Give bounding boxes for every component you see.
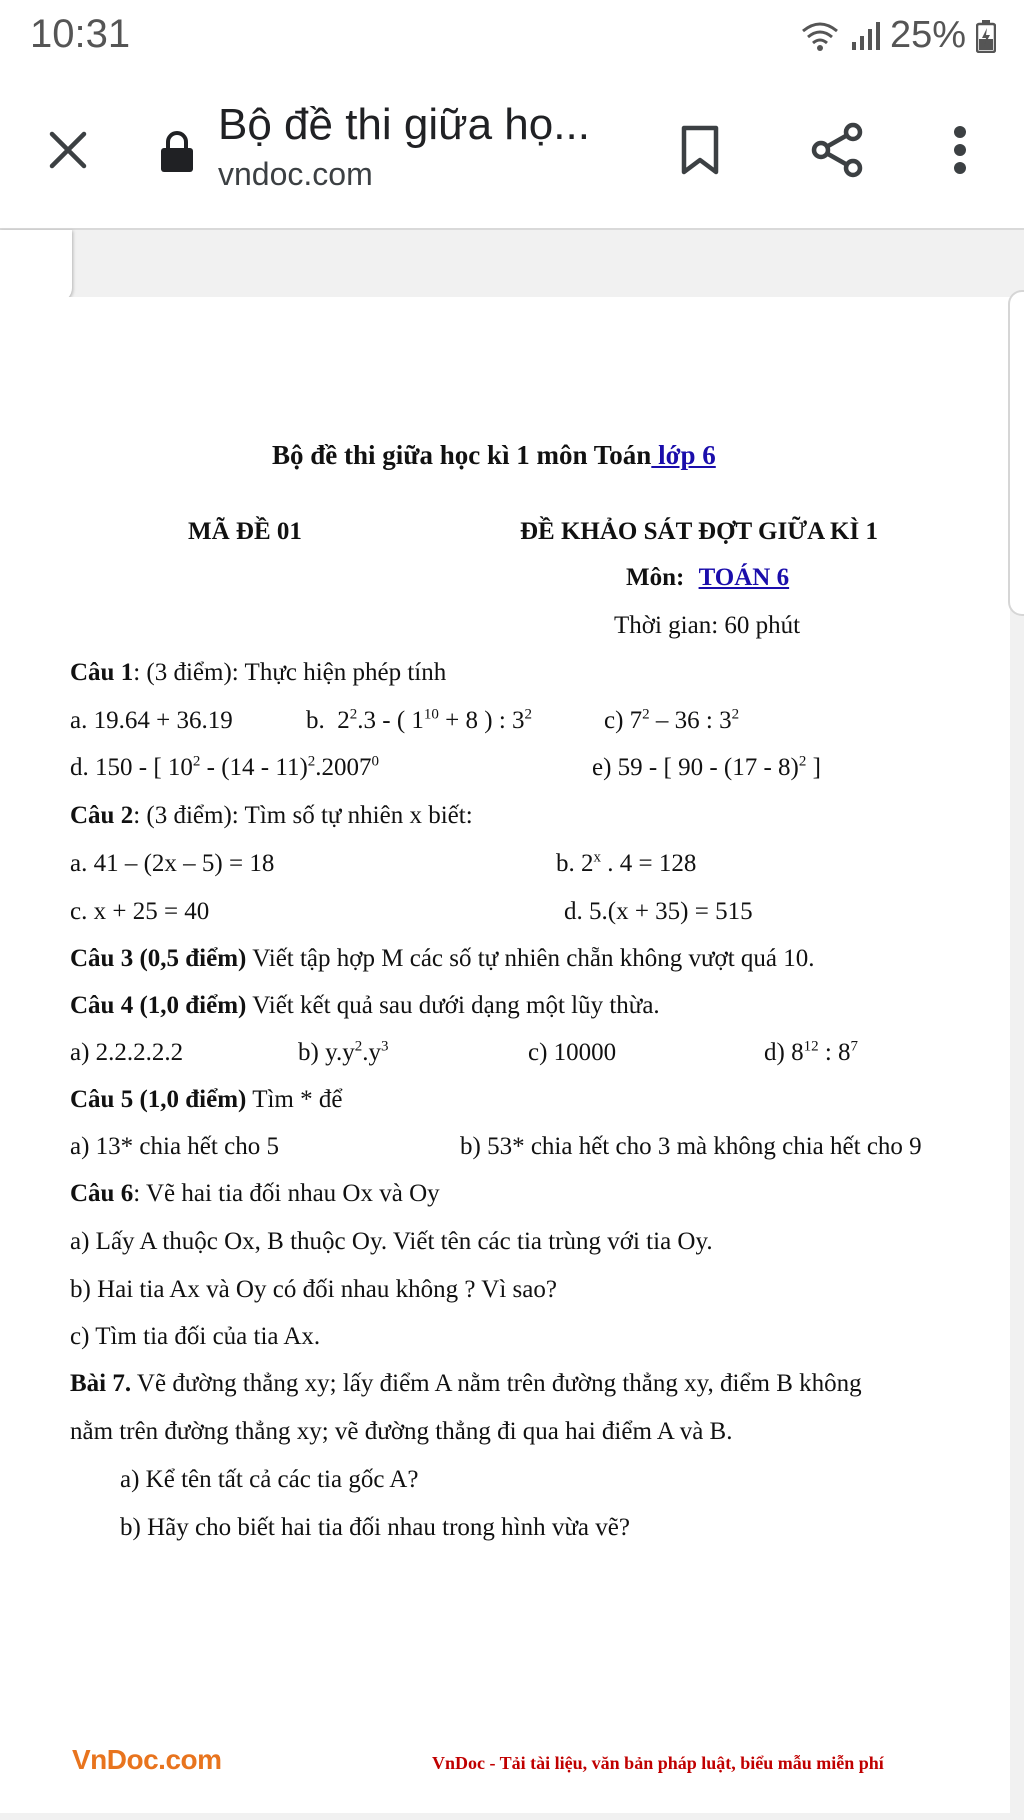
q7-a: a) Kể tên tất cả các tia gốc A?: [120, 1466, 419, 1493]
q2-c: c. x + 25 = 40: [70, 898, 210, 925]
q1-d-text: d. 150 - [ 10: [70, 754, 193, 781]
lock-icon: [159, 130, 195, 174]
q6-text: : Vẽ hai tia đối nhau Ox và Oy: [133, 1180, 440, 1207]
q1-text: : (3 điểm): Thực hiện phép tính: [133, 659, 447, 686]
q6-c: c) Tìm tia đối của tia Ax.: [70, 1323, 321, 1350]
previous-page-corner: [0, 230, 72, 302]
page-info[interactable]: [218, 100, 590, 193]
q6-a: a) Lấy A thuộc Ox, B thuộc Oy. Viết tên các tia trùng với tia Oy.: [70, 1228, 713, 1255]
q1-label: Câu 1: [70, 659, 134, 686]
close-button[interactable]: [38, 120, 98, 180]
doc-heading: [272, 440, 716, 471]
q4-c: c) 10000: [528, 1039, 617, 1066]
heading-text: Bộ đề thi giữa học kì 1 môn Toán: [272, 440, 652, 470]
footer-text: VnDoc - Tải tài liệu, văn bản pháp luật, biểu mẫu miễn phí: [432, 1753, 884, 1773]
exam-time: Thời gian: 60 phút: [614, 612, 801, 639]
q6-b: b) Hai tia Ax và Oy có đối nhau không ? Vì sao?: [70, 1276, 557, 1303]
share-button[interactable]: [806, 118, 868, 182]
q5-b: b) 53* chia hết cho 3 mà không chia hết cho 9: [460, 1133, 922, 1160]
q4-b: b) $y.y^2.y^3$: [298, 1038, 389, 1066]
q3-text: Viết tập hợp M các số tự nhiên chẵn không vượt quá 10.: [246, 945, 815, 972]
signal-icon: [850, 20, 880, 52]
q6-label: Câu 6: [70, 1180, 134, 1207]
browser-toolbar: [0, 78, 1024, 230]
status-bar: [0, 0, 1024, 78]
q2-heading: [70, 802, 473, 830]
q1-e-text: e) 59 - [ 90 - (17 - 8): [592, 754, 799, 781]
q1-heading: [70, 659, 446, 687]
share-icon: [809, 121, 865, 179]
subject-link[interactable]: TOÁN 6: [698, 564, 790, 591]
heading-link[interactable]: lớp 6: [651, 440, 716, 470]
q7-line1: [70, 1370, 862, 1398]
q6-heading: [70, 1180, 440, 1208]
q2-d: d. 5.(x + 35) = 515: [564, 898, 753, 925]
more-vert-icon: [953, 125, 967, 175]
q2-a: a. 41 – (2x – 5) = 18: [70, 850, 275, 877]
q1-d: d. 150 - [ $10^2 - (14 - 11)^2.2007^0$: [70, 753, 380, 781]
scrollbar-handle[interactable]: [1008, 290, 1024, 616]
q4-label: Câu 4 (1,0 điểm): [70, 992, 247, 1019]
q5-label: Câu 5 (1,0 điểm): [70, 1086, 247, 1113]
q4-heading: [70, 992, 660, 1020]
q4-a: a) 2.2.2.2.2: [70, 1039, 184, 1066]
subject-label: Môn:: [626, 564, 685, 591]
q4-d: d) $8^{12}$ : $8^7$: [764, 1038, 859, 1066]
q3-label: Câu 3 (0,5 điểm): [70, 945, 247, 972]
q7-line2: nằm trên đường thẳng xy; vẽ đường thẳng đi qua hai điểm A và B.: [70, 1418, 733, 1445]
vndoc-logo[interactable]: VnDoc.com: [72, 1744, 222, 1775]
page-title: Bộ đề thi giữa họ...: [218, 100, 590, 149]
bookmark-button[interactable]: [672, 120, 728, 180]
close-icon: [48, 130, 88, 170]
q1-c: c) $7^2 - 36$ : $3^2$: [604, 706, 740, 734]
status-right: [800, 14, 996, 57]
q1-a: a. 19.64 + 36.19: [70, 707, 233, 734]
more-options-button[interactable]: [940, 118, 980, 182]
q2-b: b. 2$^x$ . 4 = 128: [556, 849, 697, 877]
bookmark-icon: [680, 125, 720, 175]
battery-percent: 25%: [889, 14, 966, 56]
subject-line: [626, 564, 789, 592]
q7-b: b) Hãy cho biết hai tia đối nhau trong hình vừa vẽ?: [120, 1514, 630, 1541]
q7-text: Vẽ đường thẳng xy; lấy điểm A nằm trên đường thẳng xy, điểm B không: [131, 1370, 862, 1397]
q5-heading: [70, 1086, 342, 1114]
q3: [70, 945, 815, 973]
q2-label: Câu 2: [70, 802, 134, 829]
q7-label: Bài 7.: [70, 1370, 132, 1397]
exam-code: MÃ ĐỀ 01: [188, 518, 302, 545]
q2-text: : (3 điểm): Tìm số tự nhiên x biết:: [133, 802, 473, 829]
battery-charging-icon: [976, 19, 996, 53]
exam-title: ĐỀ KHẢO SÁT ĐỢT GIỮA KÌ 1: [520, 518, 878, 545]
q5-text: Tìm * để: [246, 1086, 343, 1113]
site-security-button[interactable]: [152, 126, 202, 178]
q4-text: Viết kết quả sau dưới dạng một lũy thừa.: [246, 992, 660, 1019]
status-time: 10:31: [30, 12, 131, 56]
page-url: vndoc.com: [218, 156, 373, 192]
wifi-icon: [800, 19, 840, 53]
q1-e: e) 59 - [ 90 - (17 - 8)$^2$ ]: [592, 753, 821, 781]
q5-a: a) 13* chia hết cho 5: [70, 1133, 279, 1160]
q1-b: b. $2^2.3$ - ( $1^{10} + 8$ ) : $3^2$: [306, 706, 533, 734]
